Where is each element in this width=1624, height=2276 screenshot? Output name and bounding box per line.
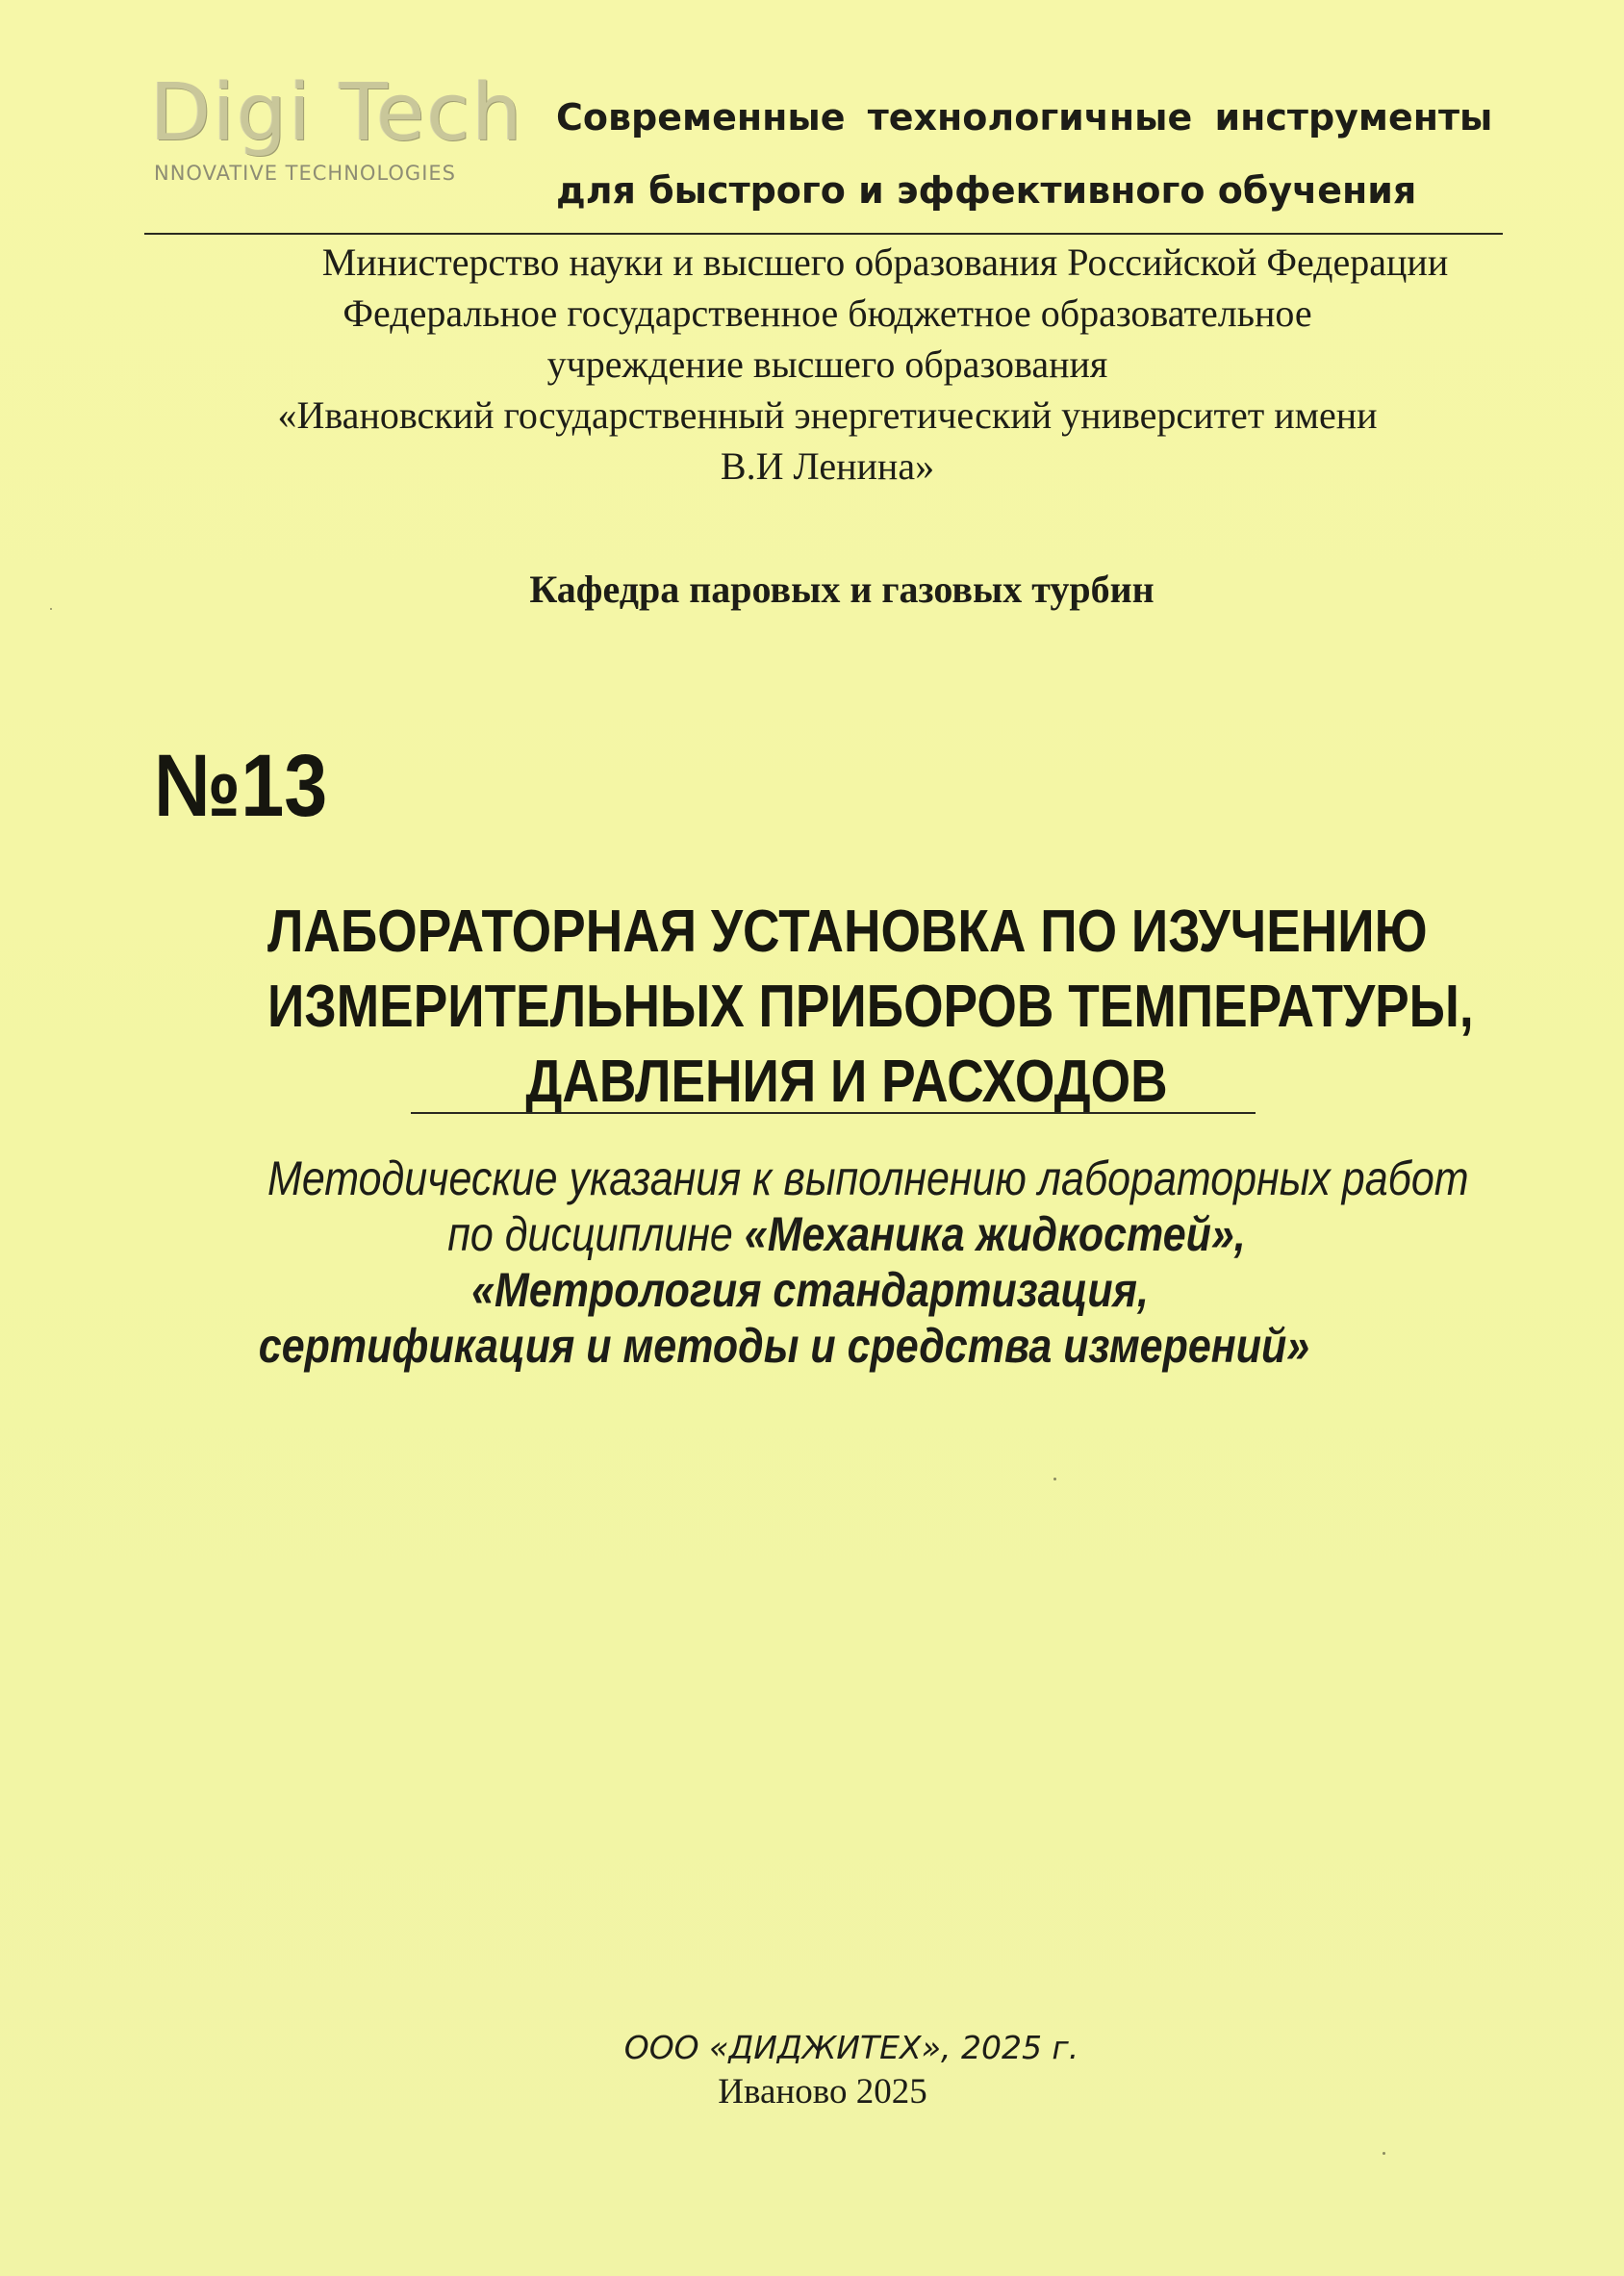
digitech-logo (144, 65, 524, 200)
title-line-2: ИЗМЕРИТЕЛЬНЫХ ПРИБОРОВ ТЕМПЕРАТУРЫ, (267, 974, 1474, 1040)
subtitle-line-2 (267, 1206, 1426, 1262)
institution-line-5: В.И Ленина» (720, 444, 935, 488)
department-name: Кафедра паровых и газовых турбин (529, 568, 1155, 611)
subtitle-discipline-1: «Механика жидкостей», (744, 1207, 1246, 1261)
institution-line-3: учреждение высшего образования (546, 342, 1108, 386)
scan-speck (1053, 1478, 1056, 1480)
scan-speck (50, 608, 52, 610)
title-line-1: ЛАБОРАТОРНАЯ УСТАНОВКА ПО ИЗУЧЕНИЮ (267, 898, 1428, 965)
title-line-3: ДАВЛЕНИЯ И РАСХОДОВ (525, 1049, 1168, 1115)
title-underline (411, 1112, 1256, 1114)
institution-line-1: Министерство науки и высшего образования Российской Федерации (321, 240, 1449, 284)
publisher-line: ООО «ДИДЖИТЕХ», 2025 г. (623, 2029, 1079, 2066)
header-slogan (556, 81, 1518, 227)
city-year-line: Иваново 2025 (718, 2072, 927, 2112)
header-divider (144, 233, 1503, 235)
logo-wordmark: Digi Tech (150, 67, 524, 159)
subtitle-line-1: Методические указания к выполнению лабораторных работ (267, 1151, 1469, 1205)
logo-tagline: NNOVATIVE TECHNOLOGIES (154, 162, 457, 185)
slogan-line-1: Современные технологичные инструменты (556, 96, 1493, 139)
slogan-line-2: для быстрого и эффективного обучения (556, 169, 1417, 212)
institution-line-4: «Ивановский государственный энергетический университет имени (277, 393, 1378, 437)
document-number: №13 (154, 737, 328, 835)
document-title (173, 895, 1520, 1120)
document-subtitle (173, 1151, 1520, 1374)
subtitle-discipline-3: сертификация и методы и средства измерений» (258, 1319, 1310, 1373)
subtitle-line-2-prefix: по дисциплине (447, 1207, 745, 1261)
subtitle-discipline-2: «Метрология стандартизация, (471, 1263, 1149, 1317)
scan-speck (1383, 2152, 1385, 2155)
institution-block (154, 237, 1501, 492)
institution-line-2: Федеральное государственное бюджетное образовательное (343, 291, 1312, 335)
